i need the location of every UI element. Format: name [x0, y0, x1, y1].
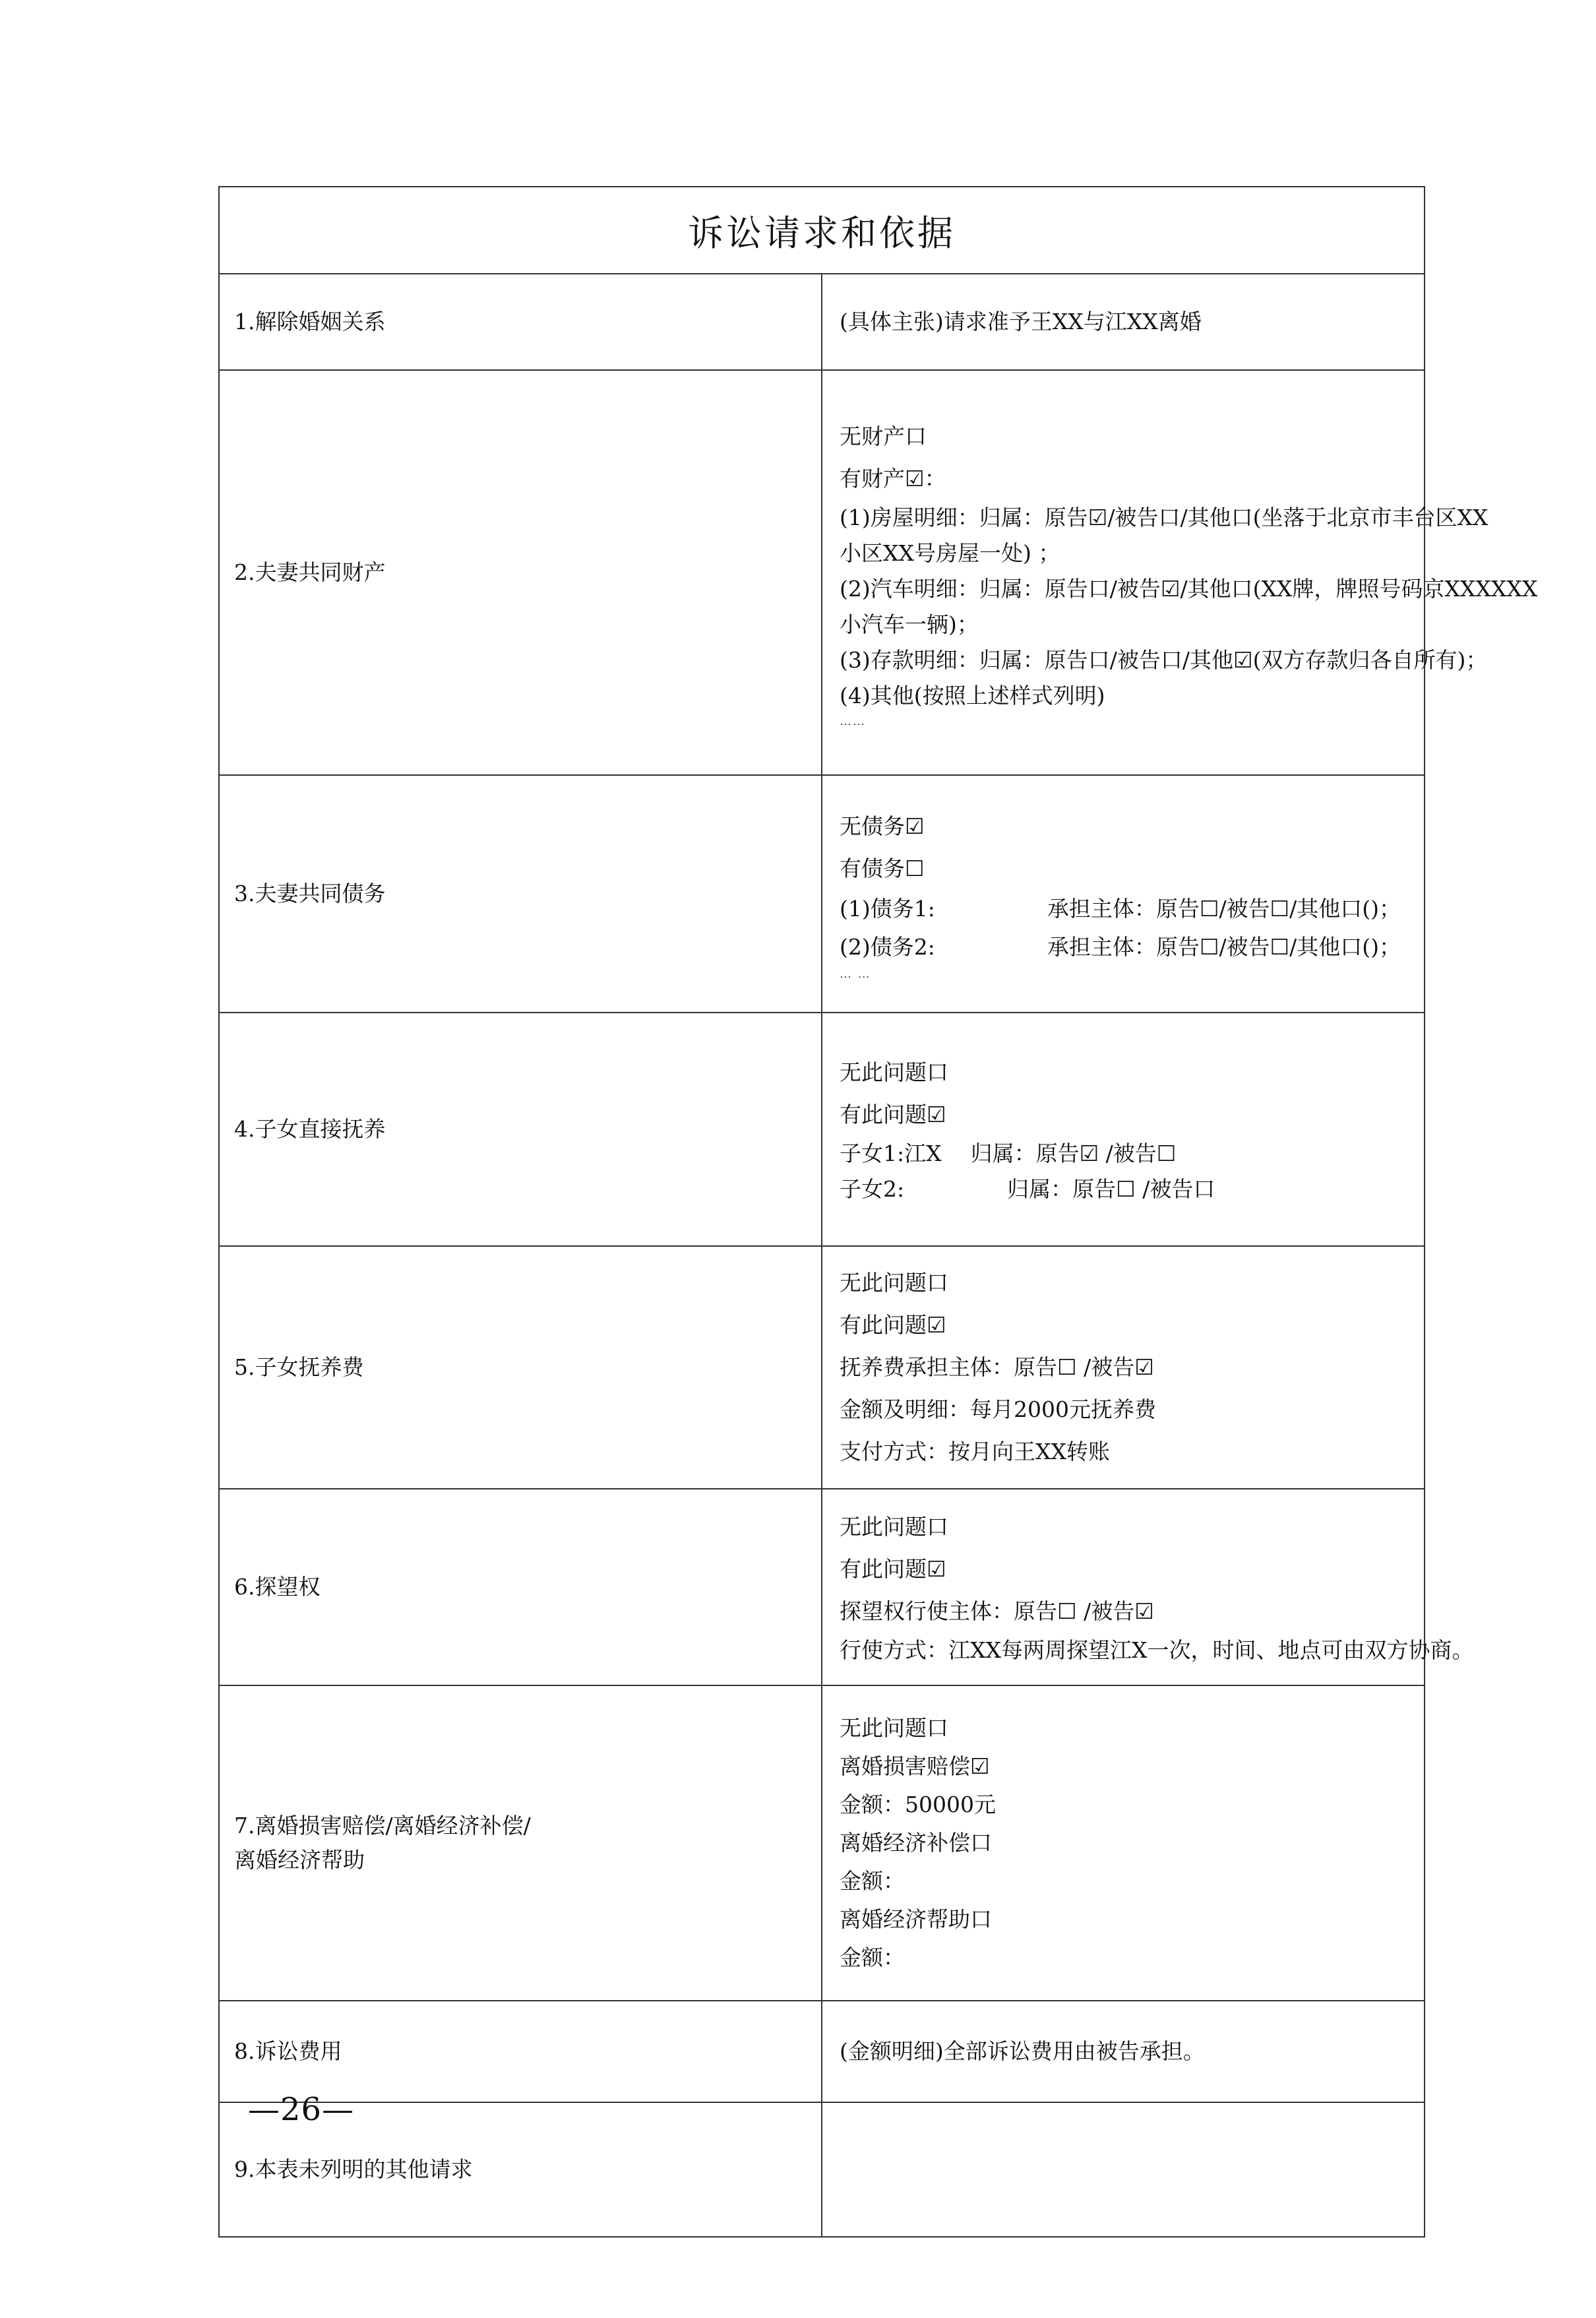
- content-line: 有财产☑：: [840, 466, 946, 491]
- content-line: 行使方式：江XX每两周探望江X一次，时间、地点可由双方协商。: [840, 1637, 1474, 1663]
- content-line: [840, 928, 1409, 966]
- row-content-joint-debt: [822, 775, 1425, 1013]
- content-line: 抚养费承担主体：原告☐ /被告☑: [840, 1354, 1154, 1380]
- content-line: [840, 890, 1409, 928]
- ellipsis: ……: [840, 714, 866, 728]
- content-line: 小区XX号房屋一处) ；: [840, 540, 1060, 566]
- row-label-joint-property: 2.夫妻共同财产: [219, 370, 822, 775]
- child-1-custody: 归属：原告☑ /被告☐: [970, 1141, 1177, 1166]
- content-line: 有此问题☑: [840, 1102, 946, 1127]
- label-line: 离婚经济帮助: [234, 1847, 365, 1873]
- content-line: 有此问题☑: [840, 1312, 946, 1338]
- claims-form-table: [218, 186, 1538, 2238]
- content-line: (4)其他(按照上述样式列明): [840, 683, 1105, 708]
- row-label-divorce: 1.解除婚姻关系: [219, 274, 822, 370]
- row-content-child-support: [822, 1246, 1425, 1489]
- content-line: (3)存款明细：归属：原告口/被告口/其他☑(双方存款归各自所有)；: [840, 647, 1488, 673]
- content-line: [840, 1136, 1409, 1172]
- label-line: 7.离婚损害赔偿/离婚经济补偿/: [234, 1813, 531, 1838]
- row-content-visitation: [822, 1489, 1474, 1685]
- content-line: 无财产口: [840, 423, 927, 449]
- content-line: 金额：50000元: [840, 1792, 996, 1817]
- content-line: 无此问题口: [840, 1270, 948, 1296]
- form-title: 诉讼请求和依据: [219, 187, 1425, 274]
- page-number: —26—: [248, 2091, 355, 2128]
- content-line: 有此问题☑: [840, 1556, 946, 1582]
- debt-1-label: (1)债务1:: [840, 896, 935, 922]
- content-line: 离婚损害赔偿☑: [840, 1753, 990, 1779]
- content-line: (金额明细)全部诉讼费用由被告承担。: [840, 2038, 1205, 2064]
- content-line: (具体主张)请求准予王XX与江XX离婚: [840, 309, 1202, 334]
- content-line: 有债务☐: [840, 856, 925, 881]
- content-line: 离婚经济补偿口: [840, 1830, 992, 1856]
- content-line: (2)汽车明细：归属：原告口/被告☑/其他口(XX牌，牌照号码京XXXXXX: [840, 576, 1538, 602]
- child-2-label: 子女2:: [840, 1176, 905, 1202]
- row-label-other-requests: 9.本表未列明的其他请求: [219, 2102, 822, 2237]
- child-1-label: 子女1:江X: [840, 1141, 942, 1166]
- content-line: (1)房屋明细：归属：原告☑/被告口/其他口(坐落于北京市丰台区XX: [840, 505, 1489, 530]
- row-label-child-custody: 4.子女直接抚养: [219, 1013, 822, 1246]
- row-content-joint-property: [822, 370, 1538, 775]
- row-content-litigation-fees: [822, 2001, 1425, 2102]
- debt-2-party: 承担主体：原告☐/被告☐/其他口()；: [1047, 934, 1401, 960]
- row-label-joint-debt: 3.夫妻共同债务: [219, 775, 822, 1013]
- row-content-compensation: [822, 1685, 1425, 2001]
- ellipsis: … …: [840, 967, 871, 981]
- row-label-child-support: 5.子女抚养费: [219, 1246, 822, 1489]
- row-content-other-requests: [822, 2102, 1425, 2237]
- content-line: 无债务☑: [840, 813, 925, 839]
- content-line: 金额：: [840, 1868, 905, 1894]
- row-label-litigation-fees: 8.诉讼费用: [219, 2001, 822, 2102]
- content-line: 无此问题口: [840, 1059, 948, 1085]
- content-line: 金额及明细：每月2000元抚养费: [840, 1396, 1156, 1422]
- content-line: 支付方式：按月向王XX转账: [840, 1439, 1110, 1464]
- row-content-child-custody: [822, 1013, 1425, 1246]
- row-label-compensation: [219, 1685, 822, 2001]
- content-line: 离婚经济帮助口: [840, 1906, 992, 1932]
- content-line: [840, 1172, 1409, 1207]
- debt-2-label: (2)债务2:: [840, 934, 935, 960]
- child-2-custody: 归属：原告☐ /被告口: [1007, 1176, 1215, 1202]
- content-line: 小汽车一辆)；: [840, 611, 979, 637]
- content-line: 无此问题口: [840, 1514, 948, 1540]
- content-line: 探望权行使主体：原告☐ /被告☑: [840, 1598, 1154, 1624]
- debt-1-party: 承担主体：原告☐/被告☐/其他口()；: [1047, 896, 1401, 922]
- row-label-visitation: 6.探望权: [219, 1489, 822, 1685]
- row-content-divorce: [822, 274, 1425, 370]
- content-line: 无此问题口: [840, 1715, 948, 1741]
- content-line: 金额：: [840, 1945, 905, 1970]
